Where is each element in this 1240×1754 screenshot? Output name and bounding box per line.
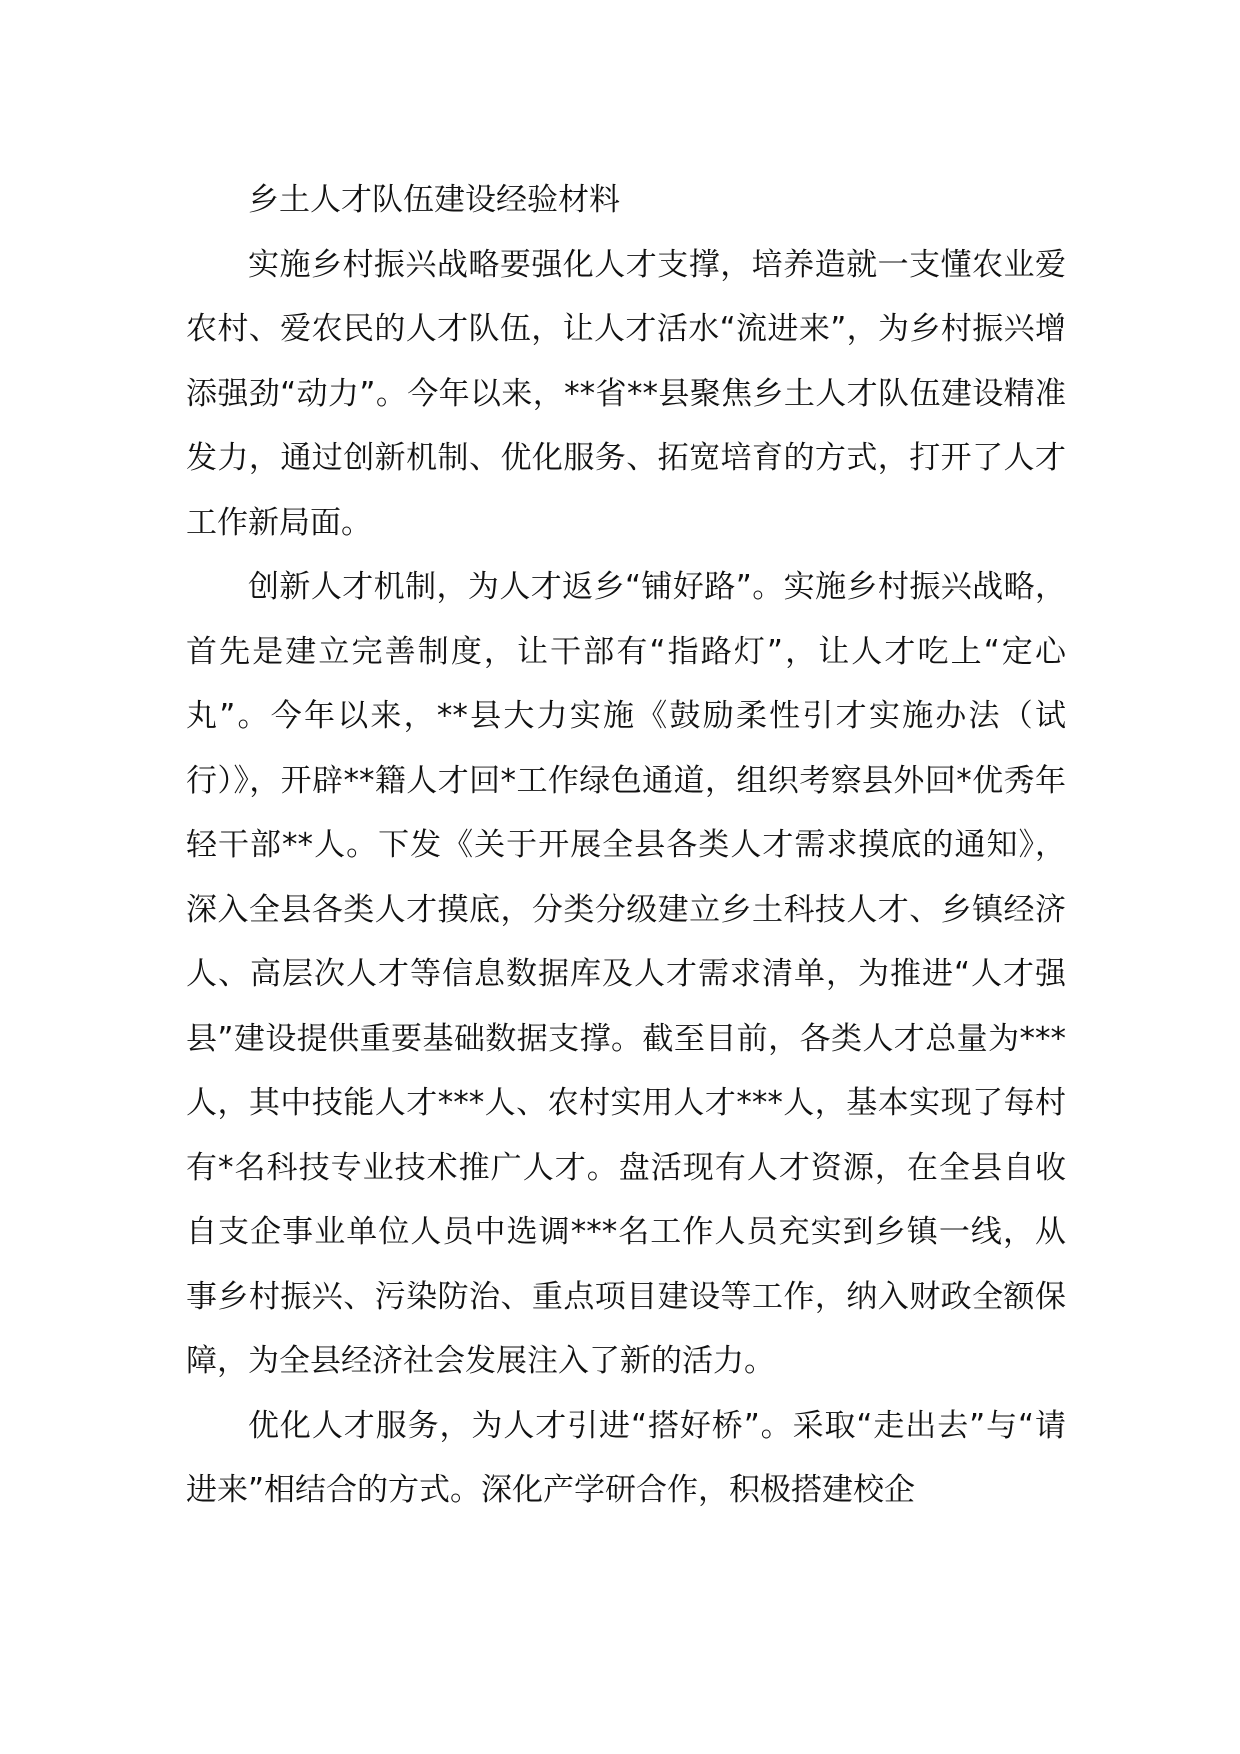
paragraph-service: 优化人才服务，为人才引进“搭好桥”。采取“走出去”与“请进来”相结合的方式。深化产学研合作，积极搭建校企 — [186, 1407, 1066, 1508]
document-body — [186, 168, 1066, 1523]
paragraph-intro: 实施乡村振兴战略要强化人才支撑，培养造就一支懂农业爱农村、爱农民的人才队伍，让人才活水“流进来”，为乡村振兴增添强劲“动力”。今年以来，**省**县聚焦乡土人才队伍建设精准发力，通过创新机制、优化服务、拓宽培育的方式，打开了人才工作新局面。 — [186, 246, 1066, 541]
document-title: 乡土人才队伍建设经验材料 — [248, 182, 620, 218]
paragraph-mechanism: 创新人才机制，为人才返乡“铺好路”。实施乡村振兴战略，首先是建立完善制度，让干部有“指路灯”，让人才吃上“定心丸”。今年以来，**县大力实施《鼓励柔性引才实施办法（试行）》，开辟**籍人才回*工作绿色通道，组织考察县外回*优秀年轻干部**人。下发《关于开展全县各类人才需求摸底的通知》，深入全县各类人才摸底，分类分级建立乡土科技人才、乡镇经济人、高层次人才等信息数据库及人才需求清单，为推进“人才强县”建设提供重要基础数据支撑。截至目前，各类人才总量为***人，其中技能人才***人、农村实用人才***人，基本实现了每村有*名科技专业技术推广人才。盘活现有人才资源，在全县自收自支企事业单位人员中选调***名工作人员充实到乡镇一线，从事乡村振兴、污染防治、重点项目建设等工作，纳入财政全额保障，为全县经济社会发展注入了新的活力。 — [186, 569, 1066, 1379]
